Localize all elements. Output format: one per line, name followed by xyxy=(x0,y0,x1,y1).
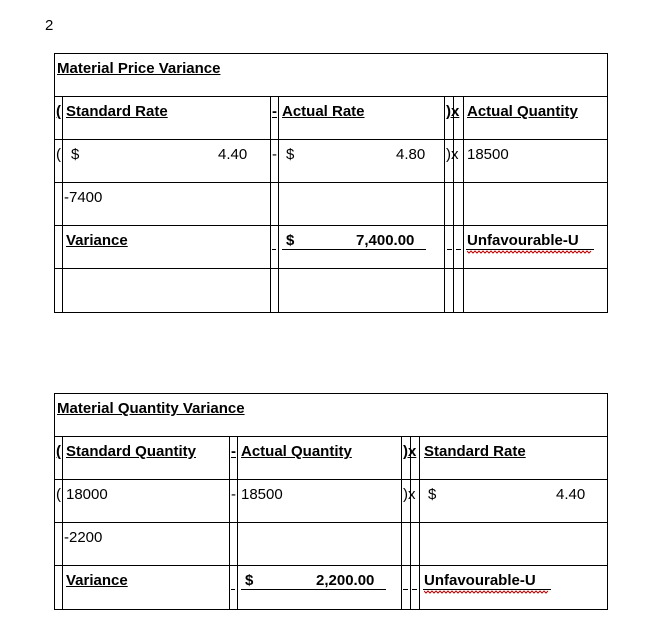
variance-amount: 7,400.00 xyxy=(356,232,415,249)
header-actual-quantity: Actual Quantity xyxy=(467,103,578,120)
amount-underline xyxy=(282,249,426,250)
values-dollar-2: $ xyxy=(286,146,295,163)
table-rule xyxy=(54,225,608,226)
quantity-variance-result: -2200 xyxy=(64,529,103,546)
table-rule xyxy=(463,96,464,313)
spellcheck-squiggle xyxy=(424,590,550,594)
table-rule xyxy=(444,96,445,313)
table-rule xyxy=(54,479,608,480)
table-rule xyxy=(62,96,63,313)
table-rule xyxy=(607,393,608,610)
q-variance-amount: 2,200.00 xyxy=(316,572,375,589)
underline-stub xyxy=(231,589,235,590)
table-rule xyxy=(54,96,608,97)
table-rule xyxy=(54,522,608,523)
q-variance-label: Variance xyxy=(66,572,128,589)
q-header-actual-quantity: Actual Quantity xyxy=(241,443,352,460)
header-actual-rate: Actual Rate xyxy=(282,103,365,120)
table-rule xyxy=(54,182,608,183)
table-rule xyxy=(607,53,608,313)
q-header-standard-quantity: Standard Quantity xyxy=(66,443,197,460)
variance-dollar: $ xyxy=(286,232,295,249)
header-standard-rate: Standard Rate xyxy=(66,103,168,120)
values-close-x: )x xyxy=(446,146,459,163)
values-actual-quantity: 18500 xyxy=(467,146,509,163)
table-rule xyxy=(401,436,402,610)
table-rule xyxy=(229,436,230,610)
table-rule xyxy=(453,96,454,313)
values-dollar-1: $ xyxy=(71,146,80,163)
underline-stub xyxy=(447,249,452,250)
price-variance-title: Material Price Variance xyxy=(57,60,221,77)
table-rule xyxy=(62,436,63,610)
underline-stub xyxy=(456,249,461,250)
table-rule xyxy=(54,436,608,437)
table-rule xyxy=(54,609,608,610)
header-close-x: )x xyxy=(446,103,460,120)
q-header-close-x: )x xyxy=(403,443,417,460)
q-values-dollar: $ xyxy=(428,486,437,503)
table-rule xyxy=(54,53,55,313)
table-rule xyxy=(54,312,608,313)
table-rule xyxy=(419,436,420,610)
values-actual-rate: 4.80 xyxy=(396,146,426,163)
header-open-paren: ( xyxy=(56,103,61,120)
q-variance-status: Unfavourable-U xyxy=(424,572,536,589)
q-values-open-paren: ( xyxy=(56,486,61,503)
table-rule xyxy=(54,393,55,610)
q-values-minus: - xyxy=(231,486,236,503)
underline-stub xyxy=(412,589,417,590)
quantity-variance-title: Material Quantity Variance xyxy=(57,400,245,417)
table-rule xyxy=(410,436,411,610)
variance-label: Variance xyxy=(66,232,128,249)
underline-stub xyxy=(403,589,408,590)
q-variance-dollar: $ xyxy=(245,572,254,589)
values-open-paren: ( xyxy=(56,146,61,163)
amount-underline xyxy=(241,589,386,590)
table-rule xyxy=(54,565,608,566)
header-minus: - xyxy=(272,103,277,120)
table-rule xyxy=(54,53,608,54)
values-standard-rate: 4.40 xyxy=(218,146,248,163)
q-header-standard-rate: Standard Rate xyxy=(424,443,526,460)
values-minus: - xyxy=(272,146,277,163)
variance-status: Unfavourable-U xyxy=(467,232,579,249)
table-rule xyxy=(278,96,279,313)
table-rule xyxy=(237,436,238,610)
spellcheck-squiggle xyxy=(467,250,593,254)
table-rule xyxy=(54,268,608,269)
q-header-minus: - xyxy=(231,443,236,460)
q-values-standard-rate: 4.40 xyxy=(556,486,586,503)
table-rule xyxy=(270,96,271,313)
underline-stub xyxy=(272,249,276,250)
table-rule xyxy=(54,139,608,140)
q-header-open-paren: ( xyxy=(56,443,61,460)
q-values-actual-quantity: 18500 xyxy=(241,486,283,503)
question-number: 2 xyxy=(45,17,54,34)
q-values-standard-quantity: 18000 xyxy=(66,486,108,503)
price-variance-result: -7400 xyxy=(64,189,103,206)
table-rule xyxy=(54,393,608,394)
q-values-close-x: )x xyxy=(403,486,416,503)
